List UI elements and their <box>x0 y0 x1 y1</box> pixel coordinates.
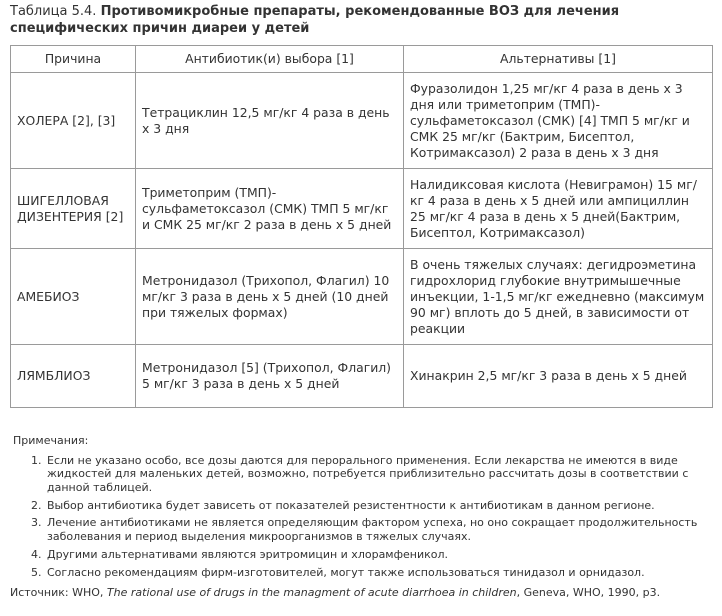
note-item: 3. Лечение антибиотиками не является определяющим фактором успеха, но оно сокращает продолжительность заболевания и период выделения микроорганизмов в тяжелых случаях. <box>45 516 712 543</box>
antimicrobial-table <box>10 45 713 408</box>
cause-cell: ЛЯМБЛИОЗ <box>11 345 136 408</box>
alternatives-cell: Налидиксовая кислота (Невиграмон) 15 мг/кг 4 раза в день x 5 дней или ампициллин 25 мг/кг 4 раза в день x 5 дней(Бактрим, Бисептол, Котримаксазол) <box>404 169 713 249</box>
cause-cell: ШИГЕЛЛОВАЯ ДИЗЕНТЕРИЯ [2] <box>11 169 136 249</box>
table-row <box>11 345 713 408</box>
notes-list <box>10 454 712 580</box>
alternatives-cell: Фуразолидон 1,25 мг/кг 4 раза в день x 3 дня или триметоприм (ТМП)-сульфаметоксазол (СМК) [4] ТМП 5 мг/кг и СМК 25 мг/кг (Бактрим, Бисептол, Котримаксазол) 2 раза в день x 3 дня <box>404 73 713 169</box>
table-header-row <box>11 46 713 73</box>
notes-section <box>10 434 712 583</box>
note-item: 1. Если не указано особо, все дозы даются для перорального применения. Если лекарства не имеются в виде жидкостей для маленьких детей, возможно, потребуется приблизительно рассчитать дозы в соответствии с данной таблицей. <box>45 454 712 495</box>
note-item: 2. Выбор антибиотика будет зависеть от показателей резистентности к антибиотикам в данном регионе. <box>45 499 712 513</box>
choice-cell: Метронидазол (Трихопол, Флагил) 10 мг/кг 3 раза в день x 5 дней (10 дней при тяжелых формах) <box>136 249 404 345</box>
cause-cell: ХОЛЕРА [2], [3] <box>11 73 136 169</box>
table-title: Противомикробные препараты, рекомендованные ВОЗ для лечения специфических причин диареи у детей <box>10 4 620 36</box>
table-caption <box>10 3 710 37</box>
header-cause: Причина <box>11 46 136 73</box>
source-suffix: , Geneva, WHO, 1990, p3. <box>516 586 661 599</box>
cause-cell: АМЕБИОЗ <box>11 249 136 345</box>
notes-heading: Примечания: <box>13 434 89 447</box>
choice-cell: Триметоприм (ТМП)-сульфаметоксазол (СМК) ТМП 5 мг/кг и СМК 25 мг/кг 2 раза в день x 5 дней <box>136 169 404 249</box>
note-item: 5. Согласно рекомендациям фирм-изготовителей, могут также использоваться тинидазол и орнидазол. <box>45 566 712 580</box>
table-row <box>11 169 713 249</box>
table-row <box>11 73 713 169</box>
header-choice: Антибиотик(и) выбора [1] <box>136 46 404 73</box>
choice-cell: Метронидазол [5] (Трихопол, Флагил) 5 мг/кг 3 раза в день x 5 дней <box>136 345 404 408</box>
choice-cell: Тетрациклин 12,5 мг/кг 4 раза в день x 3 дня <box>136 73 404 169</box>
alternatives-cell: В очень тяжелых случаях: дегидроэметина гидрохлорид глубокие внутримышечные инъекции, 1-1,5 мг/кг ежедневно (максимум 90 мг) вплоть до 5 дней, в зависимости от реакции <box>404 249 713 345</box>
table-row <box>11 249 713 345</box>
source-citation <box>10 586 722 600</box>
note-item: 4. Другими альтернативами являются эритромицин и хлорамфеникол. <box>45 548 712 562</box>
source-book-title: The rational use of drugs in the managment of acute diarrhoea in children <box>106 586 517 599</box>
header-alternatives: Альтернативы [1] <box>404 46 713 73</box>
alternatives-cell: Хинакрин 2,5 мг/кг 3 раза в день x 5 дней <box>404 345 713 408</box>
source-prefix: Источник: WHO, <box>10 586 107 599</box>
table-number: Таблица 5.4. <box>10 4 97 19</box>
